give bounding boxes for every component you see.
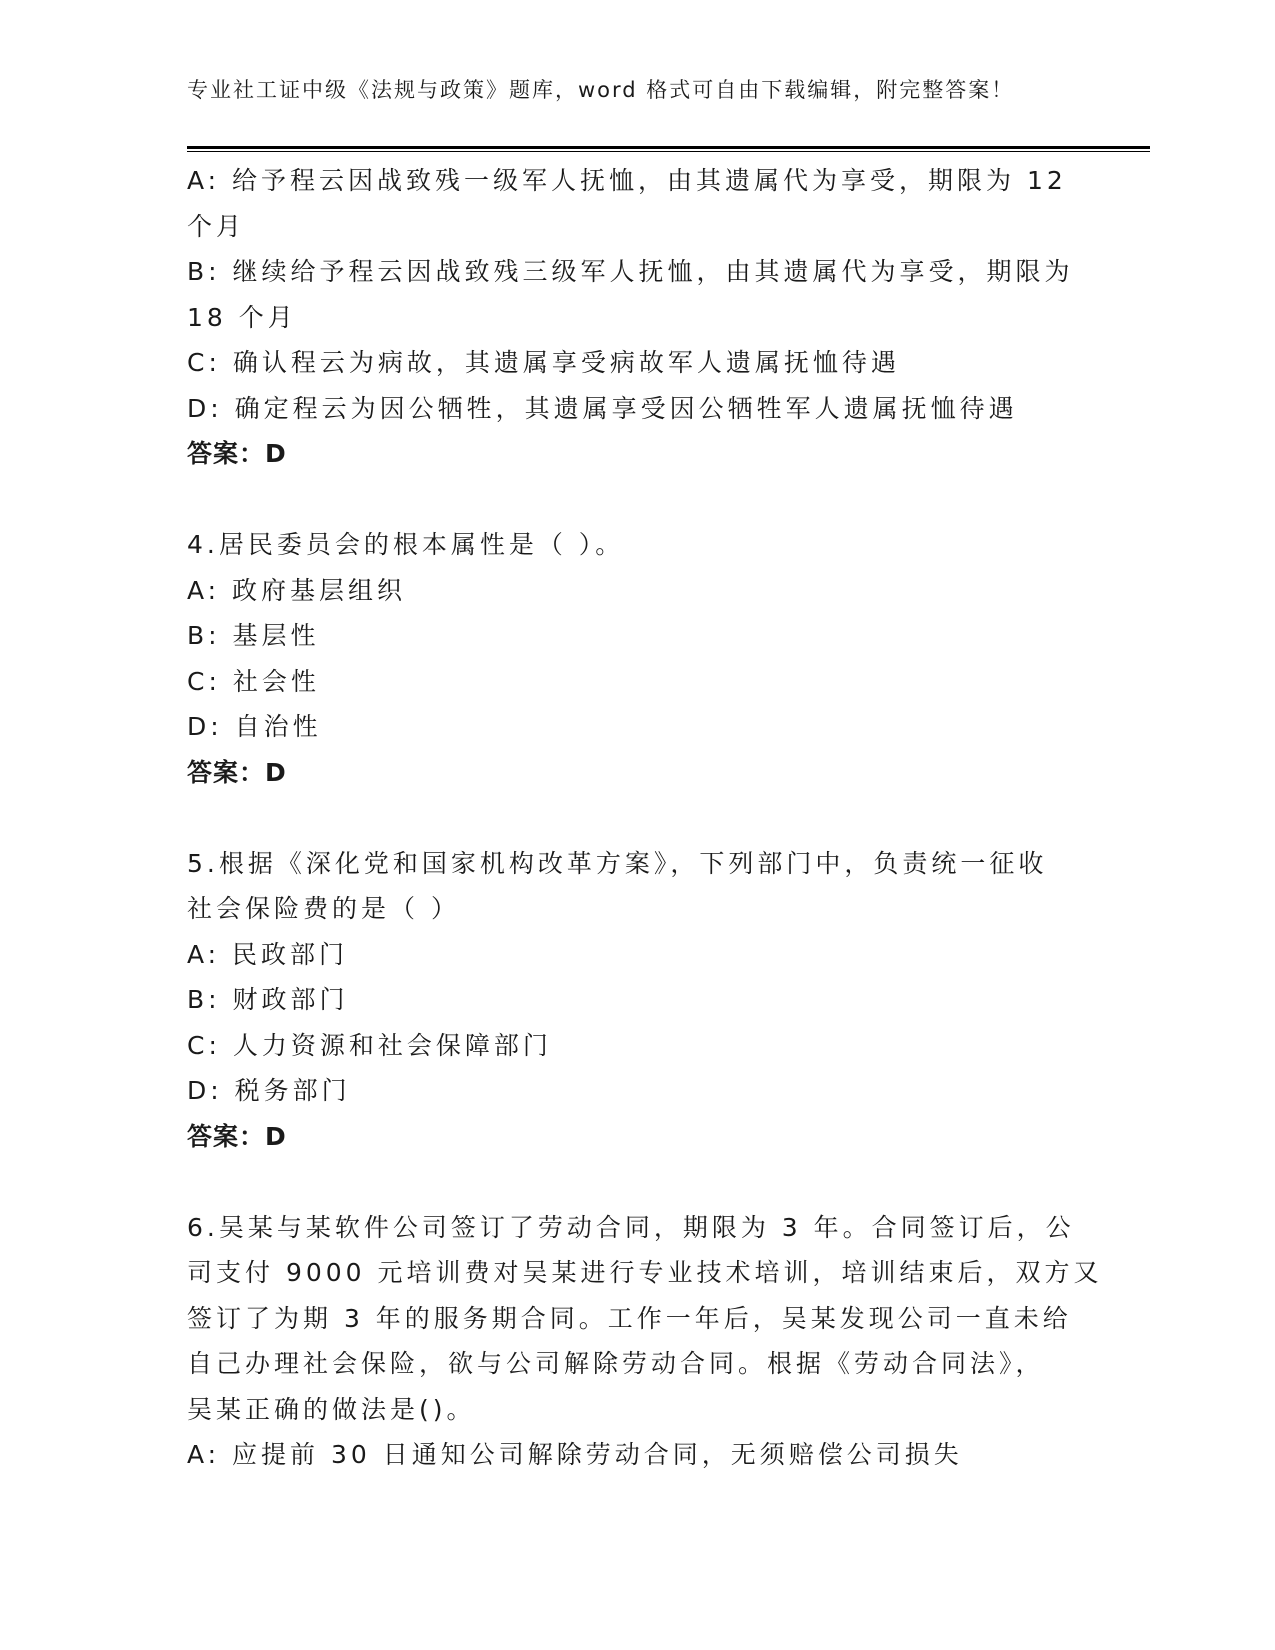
option-b: B: 财政部门	[187, 985, 349, 1014]
option-b-line-1: B: 继续给予程云因战致残三级军人抚恤，由其遗属代为享受，期限为	[187, 257, 1074, 286]
option-a: A: 民政部门	[187, 939, 349, 969]
question-stem-line-2: 司支付 9000 元培训费对吴某进行专业技术培训，培训结束后，双方又	[187, 1258, 1103, 1287]
answer: 答案：D	[187, 757, 287, 787]
question-stem: 4.居民委员会的根本属性是（ ）。	[187, 530, 625, 559]
question-block-5	[187, 841, 1087, 1160]
question-stem-line-1: 5.根据《深化党和国家机构改革方案》，下列部门中，负责统一征收	[187, 848, 1048, 878]
question-stem-line-3: 签订了为期 3 年的服务期合同。工作一年后，吴某发现公司一直未给	[187, 1303, 1072, 1333]
option-c: C: 社会性	[187, 666, 320, 696]
page-header: 专业社工证中级《法规与政策》题库，word 格式可自由下载编辑，附完整答案！	[187, 78, 1015, 102]
option-d: D: 确定程云为因公牺牲，其遗属享受因公牺牲军人遗属抚恤待遇	[187, 393, 1018, 423]
question-stem-line-4: 自己办理社会保险，欲与公司解除劳动合同。根据《劳动合同法》，	[187, 1349, 1045, 1378]
option-a-line-2: 个月	[187, 211, 246, 241]
option-c: C: 确认程云为病故，其遗属享受病故军人遗属抚恤待遇	[187, 348, 900, 377]
question-content	[187, 158, 1103, 1478]
option-a: A: 应提前 30 日通知公司解除劳动合同，无须赔偿公司损失	[187, 1440, 963, 1469]
header-rule-thick	[187, 146, 1150, 149]
question-block-6	[187, 1205, 1103, 1478]
header-rule-thin	[187, 151, 1150, 152]
option-b-line-2: 18 个月	[187, 302, 297, 332]
block-spacer	[187, 477, 1087, 523]
option-d: D: 税务部门	[187, 1076, 351, 1105]
answer: 答案：D	[187, 439, 287, 468]
question-block-3	[187, 158, 1087, 477]
block-spacer	[187, 1159, 1087, 1205]
answer: 答案：D	[187, 1121, 287, 1151]
question-block-4	[187, 522, 1087, 795]
question-stem-line-1: 6.吴某与某软件公司签订了劳动合同，期限为 3 年。合同签订后，公	[187, 1212, 1075, 1242]
block-spacer	[187, 795, 1087, 841]
option-a: A: 政府基层组织	[187, 575, 407, 605]
option-c: C: 人力资源和社会保障部门	[187, 1030, 552, 1060]
option-b: B: 基层性	[187, 621, 320, 650]
option-d: D: 自治性	[187, 712, 322, 741]
question-stem-line-2: 社会保险费的是（ ）	[187, 894, 460, 923]
question-stem-line-5: 吴某正确的做法是()。	[187, 1394, 476, 1424]
option-a-line-1: A: 给予程云因战致残一级军人抚恤，由其遗属代为享受，期限为 12	[187, 166, 1067, 195]
